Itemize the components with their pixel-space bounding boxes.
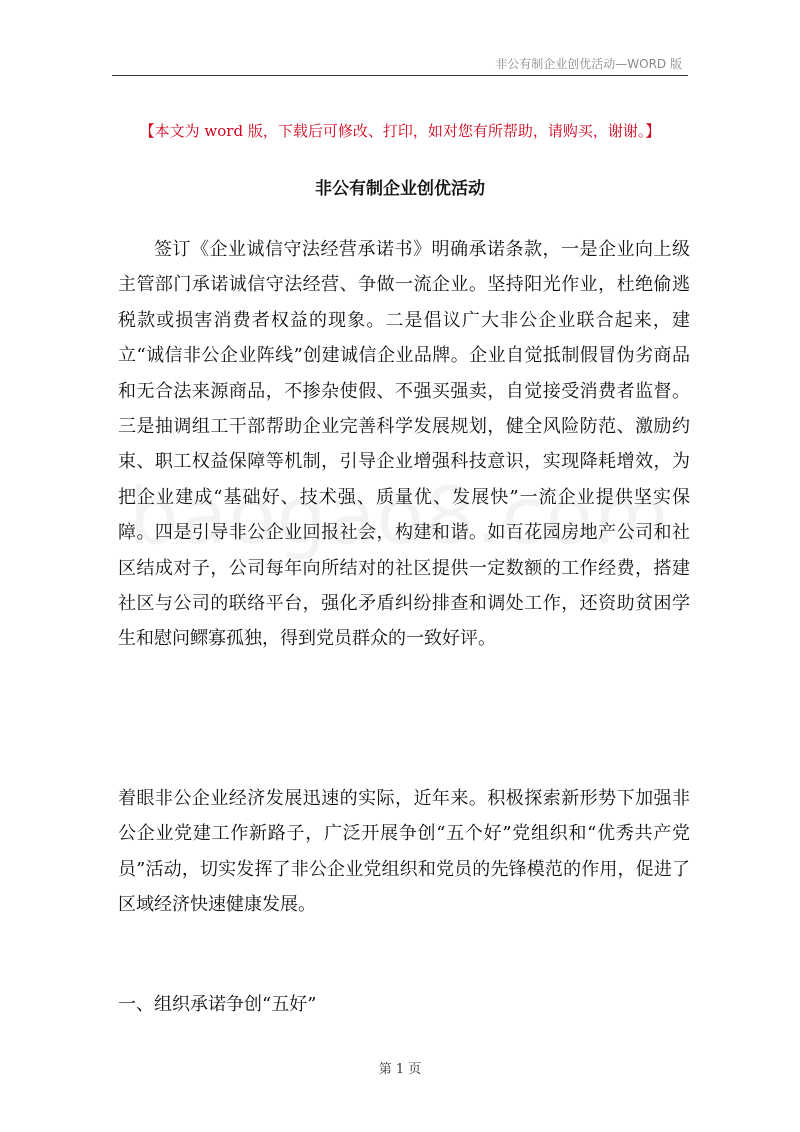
body-paragraph-1: 签订《企业诚信守法经营承诺书》明确承诺条款，一是企业向上级主管部门承诺诚信守法经营、争做一流企业。坚持阳光作业，杜绝偷逃税款或损害消费者权益的现象。二是倡议广大非公企业联合起来，建立“诚信非公企业阵线”创建诚信企业品牌。企业自觉抵制假冒伪劣商品和无合法来源商品，不掺杂使假、不强买强卖，自觉接受消费者监督。三是抽调组工干部帮助企业完善科学发展规划，健全风险防范、激励约束、职工权益保障等机制，引导企业增强科技意识，实现降耗增效，为把企业建成“基础好、技术强、质量优、发展快”一流企业提供坚实保障。四是引导非公企业回报社会，构建和谐。如百花园房地产公司和社区结成对子，公司每年向所结对的社区提供一定数额的工作经费，搭建社区与公司的联络平台，强化矛盾纠纷排查和调处工作，还资助贫困学生和慰问鳏寡孤独，得到党员群众的一致好评。 <box>118 239 690 650</box>
header-rule <box>112 75 688 76</box>
body-paragraph-2: 着眼非公企业经济发展迅速的实际，近年来。积极探索新形势下加强非公企业党建工作新路子，广泛开展争创“五个好”党组织和“优秀共产党员”活动，切实发挥了非公企业党组织和党员的先锋模范的作用，促进了区域经济快速健康发展。 <box>118 788 690 916</box>
section-heading: 一、组织承诺争创“五好” <box>118 994 317 1015</box>
document-title: 非公有制企业创优活动 <box>315 179 485 199</box>
running-header: 非公有制企业创优活动—WORD 版 <box>495 57 682 71</box>
purchase-notice: 【本文为 word 版，下载后可修改、打印，如对您有所帮助，请购买，谢谢。】 <box>139 122 661 140</box>
page-number: 第 1 页 <box>378 1062 422 1077</box>
